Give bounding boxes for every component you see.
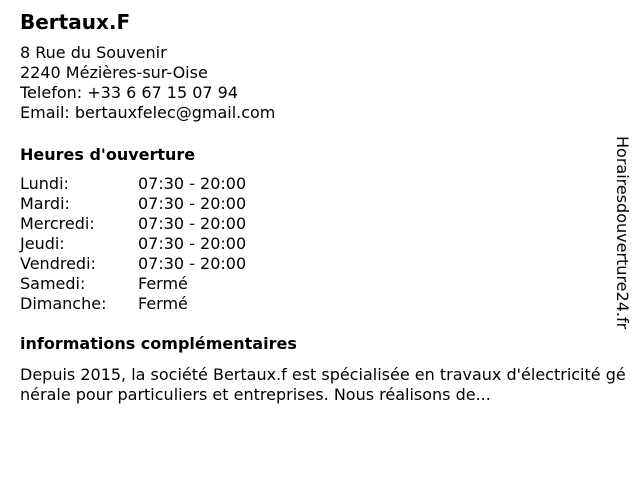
hours-row	[20, 254, 320, 274]
opening-hours-heading: Heures d'ouverture	[20, 145, 196, 164]
contact-block	[20, 43, 275, 123]
hours-row	[20, 294, 320, 314]
hours-row	[20, 274, 320, 294]
opening-hours-table	[20, 174, 320, 314]
hours-time: 07:30 - 20:00	[138, 234, 247, 253]
hours-day: Lundi:	[20, 174, 69, 193]
hours-row	[20, 234, 320, 254]
address-city: 2240 Mézières-sur-Oise	[20, 63, 208, 82]
business-description: Depuis 2015, la société Bertaux.f est spécialisée en travaux d'électricité générale pour particuliers et entreprises. Nous réalisons de...	[20, 365, 626, 404]
hours-time: 07:30 - 20:00	[138, 194, 247, 213]
hours-day: Vendredi:	[20, 254, 96, 273]
hours-day: Dimanche:	[20, 294, 107, 313]
additional-info-heading: informations complémentaires	[20, 334, 297, 353]
hours-row	[20, 174, 320, 194]
business-name: Bertaux.F	[20, 10, 131, 34]
site-watermark: Horairesdouverture24.fr	[613, 136, 632, 330]
email-address: Email: bertauxfelec@gmail.com	[20, 103, 276, 122]
hours-time: Fermé	[138, 294, 188, 313]
hours-time: 07:30 - 20:00	[138, 214, 247, 233]
hours-day: Jeudi:	[20, 234, 65, 253]
hours-time: 07:30 - 20:00	[138, 254, 247, 273]
hours-day: Mercredi:	[20, 214, 95, 233]
phone-number: Telefon: +33 6 67 15 07 94	[20, 83, 239, 102]
hours-row	[20, 194, 320, 214]
hours-day: Mardi:	[20, 194, 70, 213]
hours-row	[20, 214, 320, 234]
hours-day: Samedi:	[20, 274, 86, 293]
address-street: 8 Rue du Souvenir	[20, 43, 167, 62]
hours-time: Fermé	[138, 274, 188, 293]
hours-time: 07:30 - 20:00	[138, 174, 247, 193]
